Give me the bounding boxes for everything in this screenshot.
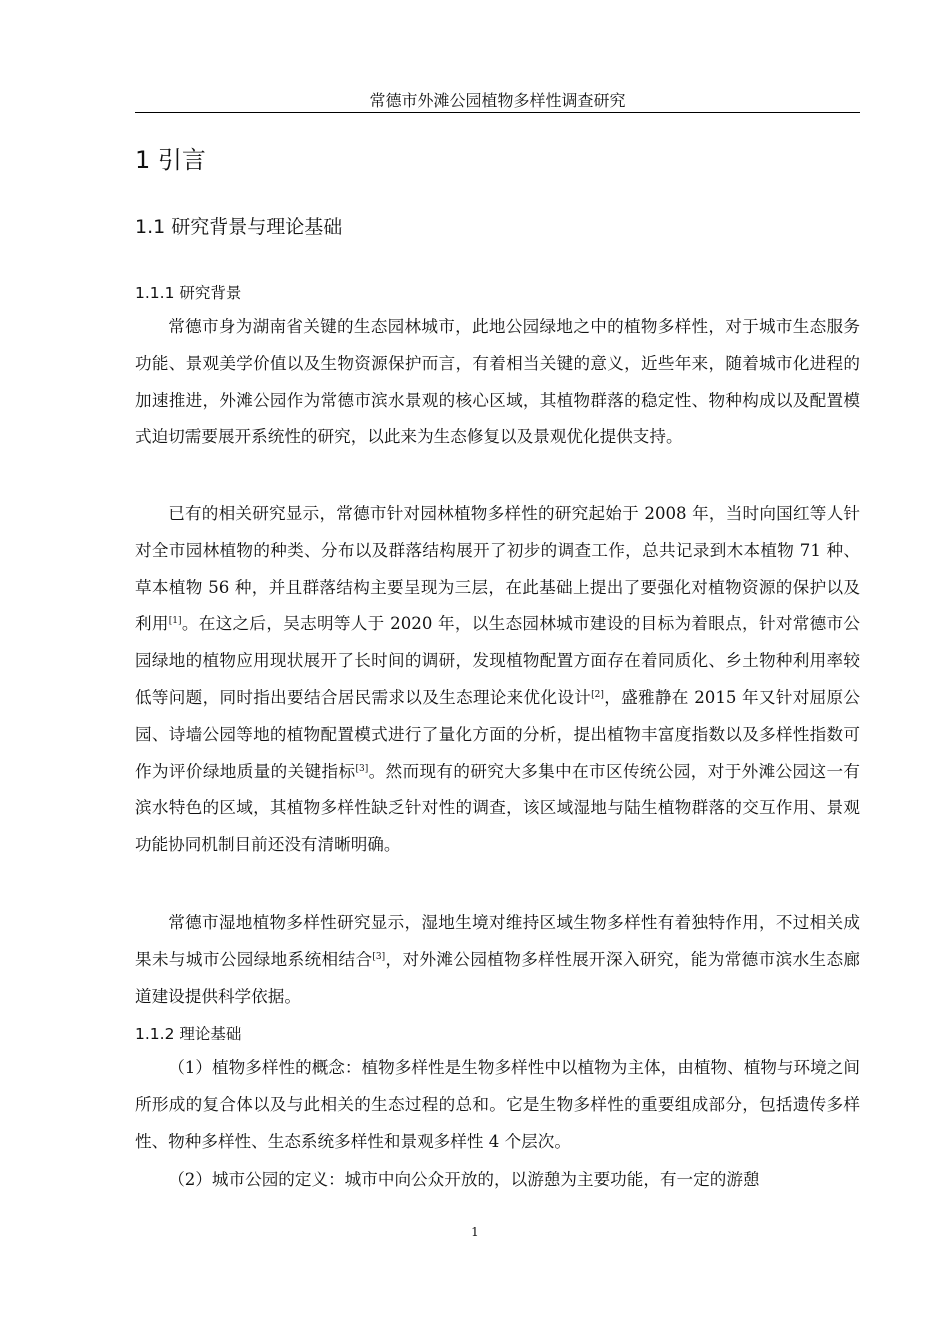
citation-ref-3: [3] — [355, 763, 369, 774]
subsection-heading-1-1-2: 1.1.2 理论基础 — [135, 1025, 242, 1043]
section-heading-1-1: 1.1 研究背景与理论基础 — [135, 216, 343, 238]
paragraph-background-3 — [135, 905, 860, 1015]
paragraph-text-segment: 已有的相关研究显示，常德市针对园林植物多样性的研究起始于 2008 年，当时向国红等人针对全市园林植物的种类、分布以及群落结构展开了初步的调查工作，总共记录到木本植物 71 种、草本植物 56 种，并且群落结构主要呈现为三层，在此基础上提出了要强化对植物资源的保护以及利用 — [135, 504, 860, 634]
header-divider — [135, 112, 860, 113]
paragraph-text-segment: ，对外滩公园植物多样性展开深入研究，能为常德市滨水生态廊道建设提供科学依据。 — [135, 949, 861, 1006]
paragraph-text-segment: 。在这之后，吴志明等人于 2020 年，以生态园林城市建设的目标为着眼点，针对常德市公园绿地的植物应用现状展开了长时间的调研，发现植物配置方面存在着同质化、乡土物种利用率较低等问题，同时指出要结合居民需求以及生态理论来优化设计 — [135, 614, 861, 707]
subsection-heading-1-1-1: 1.1.1 研究背景 — [135, 284, 242, 302]
paragraph-background-1: 常德市身为湖南省关键的生态园林城市，此地公园绿地之中的植物多样性，对于城市生态服务功能、景观美学价值以及生物资源保护而言，有着相当关键的意义，近些年来，随着城市化进程的加速推进，外滩公园作为常德市滨水景观的核心区域，其植物群落的稳定性、物种构成以及配置模式迫切需要展开系统性的研究，以此来为生态修复以及景观优化提供支持。 — [135, 317, 860, 447]
paragraph-background-2 — [135, 496, 860, 864]
paragraph-text-segment: ，盛雅静在 2015 年又针对屈原公园、诗墙公园等地的植物配置模式进行了量化方面的分析，提出植物丰富度指数以及多样性指数可作为评价绿地质量的关键指标 — [135, 687, 860, 781]
page-number: 1 — [471, 1225, 479, 1239]
paragraph-text-segment: 。然而现有的研究大多集中在市区传统公园，对于外滩公园这一有滨水特色的区域，其植物多样性缺乏针对性的调查，该区域湿地与陆生植物群落的交互作用、景观功能协同机制目前还没有清晰明确。 — [135, 761, 861, 855]
paragraph-theory-2: （2）城市公园的定义：城市中向公众开放的，以游憩为主要功能，有一定的游憩 — [168, 1170, 760, 1189]
citation-ref-1: [1] — [168, 616, 182, 627]
chapter-heading: 1 引言 — [135, 146, 206, 174]
citation-ref-2: [2] — [591, 689, 604, 700]
citation-ref-3b: [3] — [372, 951, 386, 962]
paragraph-text-segment: 常德市湿地植物多样性研究显示，湿地生境对维持区域生物多样性有着独特作用，不过相关成果未与城市公园绿地系统相结合 — [135, 913, 860, 969]
paragraph-theory-1: （1）植物多样性的概念：植物多样性是生物多样性中以植物为主体，由植物、植物与环境之间所形成的复合体以及与此相关的生态过程的总和。它是生物多样性的重要组成部分，包括遗传多样性、物种多样性、生态系统多样性和景观多样性 4 个层次。 — [135, 1058, 860, 1151]
running-header: 常德市外滩公园植物多样性调查研究 — [369, 91, 626, 110]
